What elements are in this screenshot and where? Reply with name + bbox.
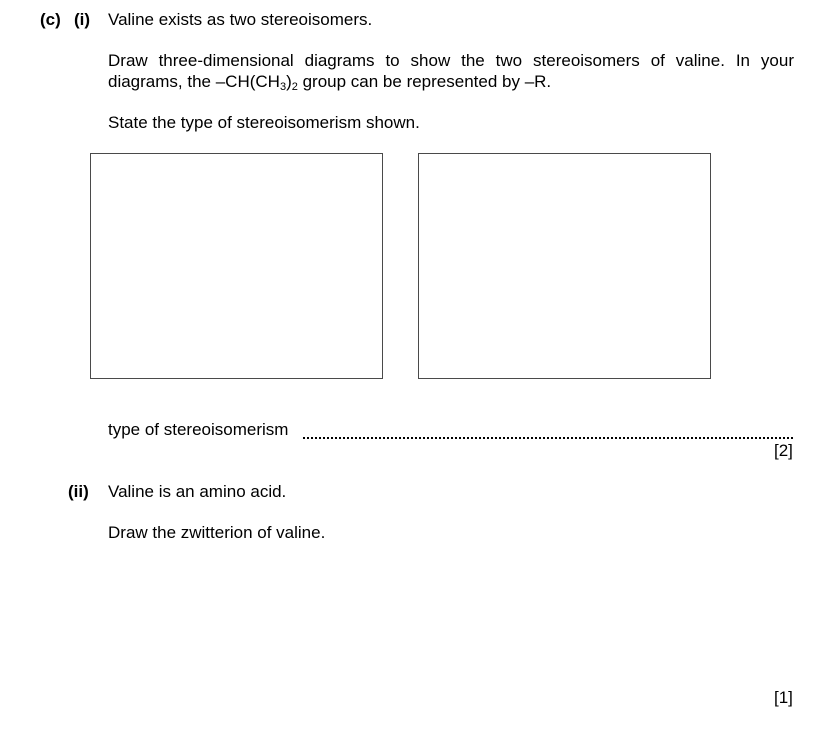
marks-ii: [1] [774,688,793,707]
instruction-paragraph [108,50,794,92]
drawing-box-stereoisomer-1[interactable] [90,153,383,379]
subscript-3: 3 [279,81,287,93]
instruction-line-2 [108,71,794,92]
marks-i: [2] [774,441,793,460]
answer-label: type of stereoisomerism [108,420,289,439]
instruction-line-2-text-b: ) [286,72,292,91]
subscript-2: 2 [291,81,298,93]
answer-dotted-line[interactable] [303,418,793,439]
question-part-label: (c) [40,10,61,29]
subquestion-ii-instruction: Draw the zwitterion of valine. [108,523,326,542]
drawing-box-stereoisomer-2[interactable] [418,153,711,379]
instruction-state-type: State the type of stereoisomerism shown. [108,113,420,132]
subquestion-i-label: (i) [74,10,91,29]
instruction-line-1: Draw three-dimensional diagrams to show the two stereoisomers of valine. In your [108,51,794,70]
subquestion-ii-label: (ii) [68,482,89,501]
instruction-line-2-text-a: diagrams, the –CH(CH [108,72,280,91]
instruction-line-2-text-c: group can be represented by –R. [297,72,552,91]
zwitterion-drawing-area[interactable] [108,550,794,680]
subquestion-ii-statement: Valine is an amino acid. [108,482,287,501]
subquestion-i-statement: Valine exists as two stereoisomers. [108,10,373,29]
